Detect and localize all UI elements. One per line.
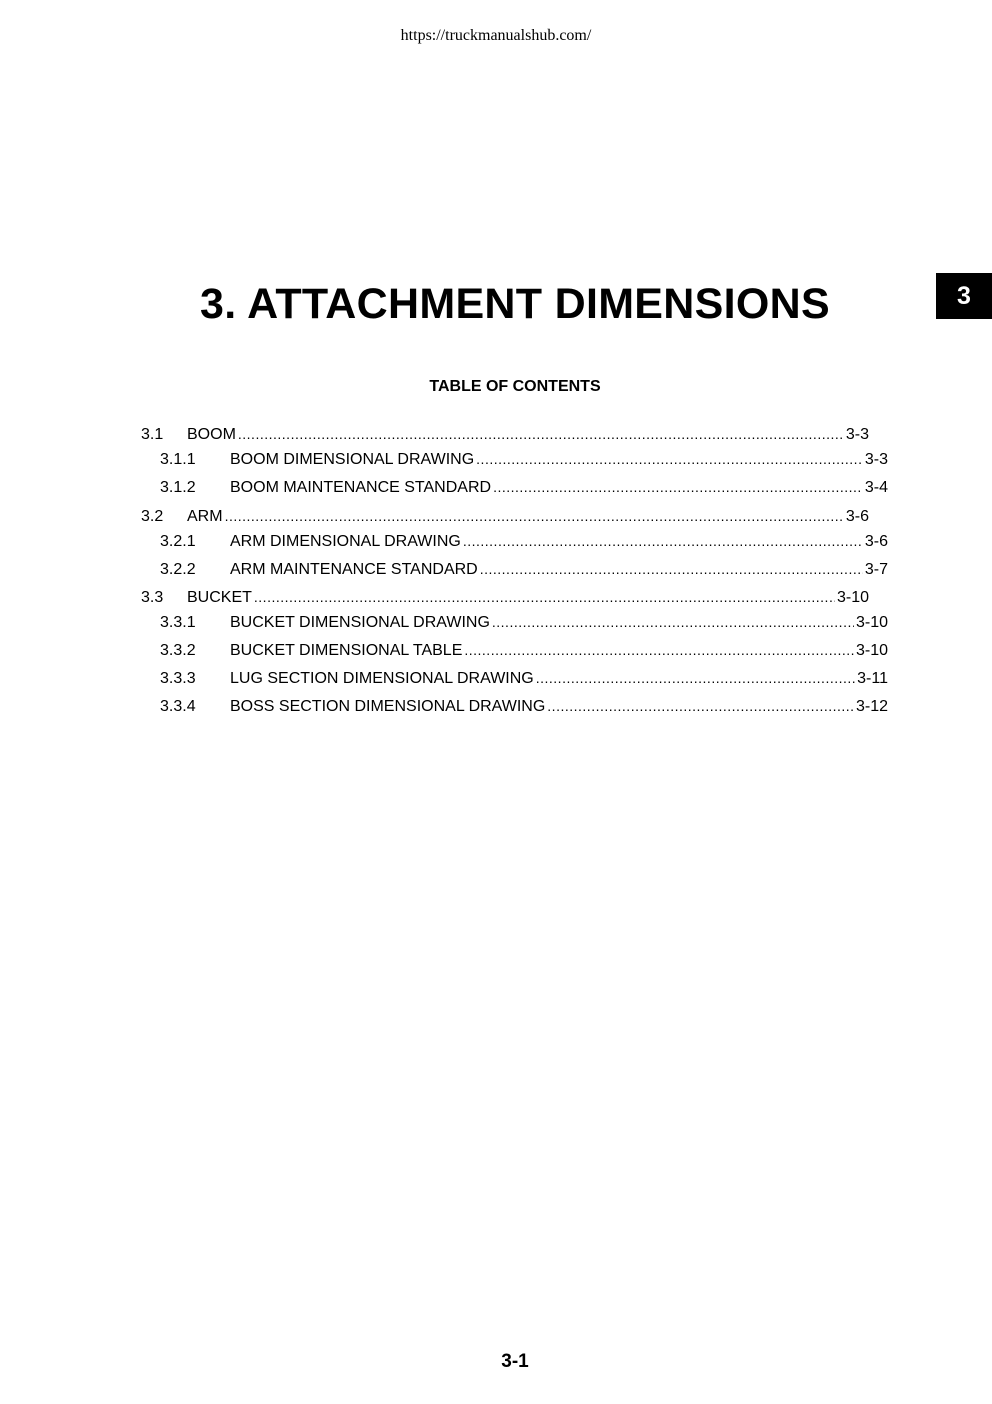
toc-dot-leader <box>225 508 844 524</box>
toc-entry-number: 3.3.1 <box>160 614 196 631</box>
toc-entry-title: BOOM MAINTENANCE STANDARD <box>230 479 492 496</box>
toc-dot-leader <box>464 642 854 658</box>
toc-entry-boom-dimensional-drawing[interactable] <box>160 451 888 471</box>
toc-entry-page: 3-4 <box>864 479 888 496</box>
toc-entry-arm-maintenance-standard[interactable] <box>160 561 888 581</box>
toc-entry-page: 3-11 <box>857 670 888 687</box>
source-url: https://truckmanualshub.com/ <box>400 27 592 44</box>
toc-entry-boss-section-dimensional-drawing[interactable] <box>160 698 888 718</box>
toc-entry-page: 3-6 <box>864 533 888 550</box>
toc-dot-leader <box>536 670 855 686</box>
toc-entry-page: 3-12 <box>855 698 888 715</box>
toc-dot-leader <box>463 533 863 549</box>
toc-entry-page: 3-10 <box>855 642 888 659</box>
toc-entry-title: BUCKET DIMENSIONAL TABLE <box>230 642 463 659</box>
toc-entry-page: 3-10 <box>855 614 888 631</box>
toc-entry-number: 3.3.3 <box>160 670 196 687</box>
toc-entry-title: ARM MAINTENANCE STANDARD <box>230 561 478 578</box>
toc-entry-arm[interactable] <box>141 508 869 528</box>
toc-entry-bucket-dimensional-drawing[interactable] <box>160 614 888 634</box>
toc-dot-leader <box>493 479 863 495</box>
toc-entry-title: BOSS SECTION DIMENSIONAL DRAWING <box>230 698 546 715</box>
toc-entry-title: ARM DIMENSIONAL DRAWING <box>230 533 461 550</box>
toc-entry-title: LUG SECTION DIMENSIONAL DRAWING <box>230 670 534 687</box>
toc-entry-number: 3.1 <box>141 426 164 443</box>
toc-entry-title: ARM <box>187 508 223 525</box>
toc-dot-leader <box>254 589 835 605</box>
toc-entry-bucket-dimensional-table[interactable] <box>160 642 888 662</box>
toc-entry-page: 3-7 <box>864 561 888 578</box>
toc-entry-number: 3.3.2 <box>160 642 196 659</box>
chapter-title: 3. ATTACHMENT DIMENSIONS <box>200 280 830 328</box>
toc-entry-title: BOOM <box>187 426 236 443</box>
toc-entry-boom-maintenance-standard[interactable] <box>160 479 888 499</box>
toc-dot-leader <box>238 426 844 442</box>
toc-heading: TABLE OF CONTENTS <box>429 378 601 395</box>
toc-dot-leader <box>492 614 854 630</box>
toc-entry-page: 3-3 <box>845 426 869 443</box>
toc-dot-leader <box>547 698 854 714</box>
toc-entry-number: 3.1.2 <box>160 479 196 496</box>
toc-entry-bucket[interactable] <box>141 589 869 609</box>
toc-entry-number: 3.3.4 <box>160 698 196 715</box>
toc-entry-number: 3.2.1 <box>160 533 196 550</box>
toc-entry-page: 3-6 <box>845 508 869 525</box>
toc-entry-number: 3.1.1 <box>160 451 196 468</box>
toc-entry-page: 3-3 <box>864 451 888 468</box>
toc-entry-boom[interactable] <box>141 426 869 446</box>
toc-entry-arm-dimensional-drawing[interactable] <box>160 533 888 553</box>
toc-dot-leader <box>476 451 863 467</box>
toc-entry-number: 3.3 <box>141 589 164 606</box>
toc-entry-title: BUCKET <box>187 589 252 606</box>
toc-dot-leader <box>480 561 863 577</box>
chapter-tab: 3 <box>936 273 992 319</box>
toc-entry-title: BOOM DIMENSIONAL DRAWING <box>230 451 475 468</box>
toc-entry-page: 3-10 <box>836 589 869 606</box>
toc-entry-title: BUCKET DIMENSIONAL DRAWING <box>230 614 490 631</box>
toc-entry-number: 3.2.2 <box>160 561 196 578</box>
toc-entry-lug-section-dimensional-drawing[interactable] <box>160 670 888 690</box>
page-number: 3-1 <box>501 1351 529 1372</box>
toc-entry-number: 3.2 <box>141 508 164 525</box>
